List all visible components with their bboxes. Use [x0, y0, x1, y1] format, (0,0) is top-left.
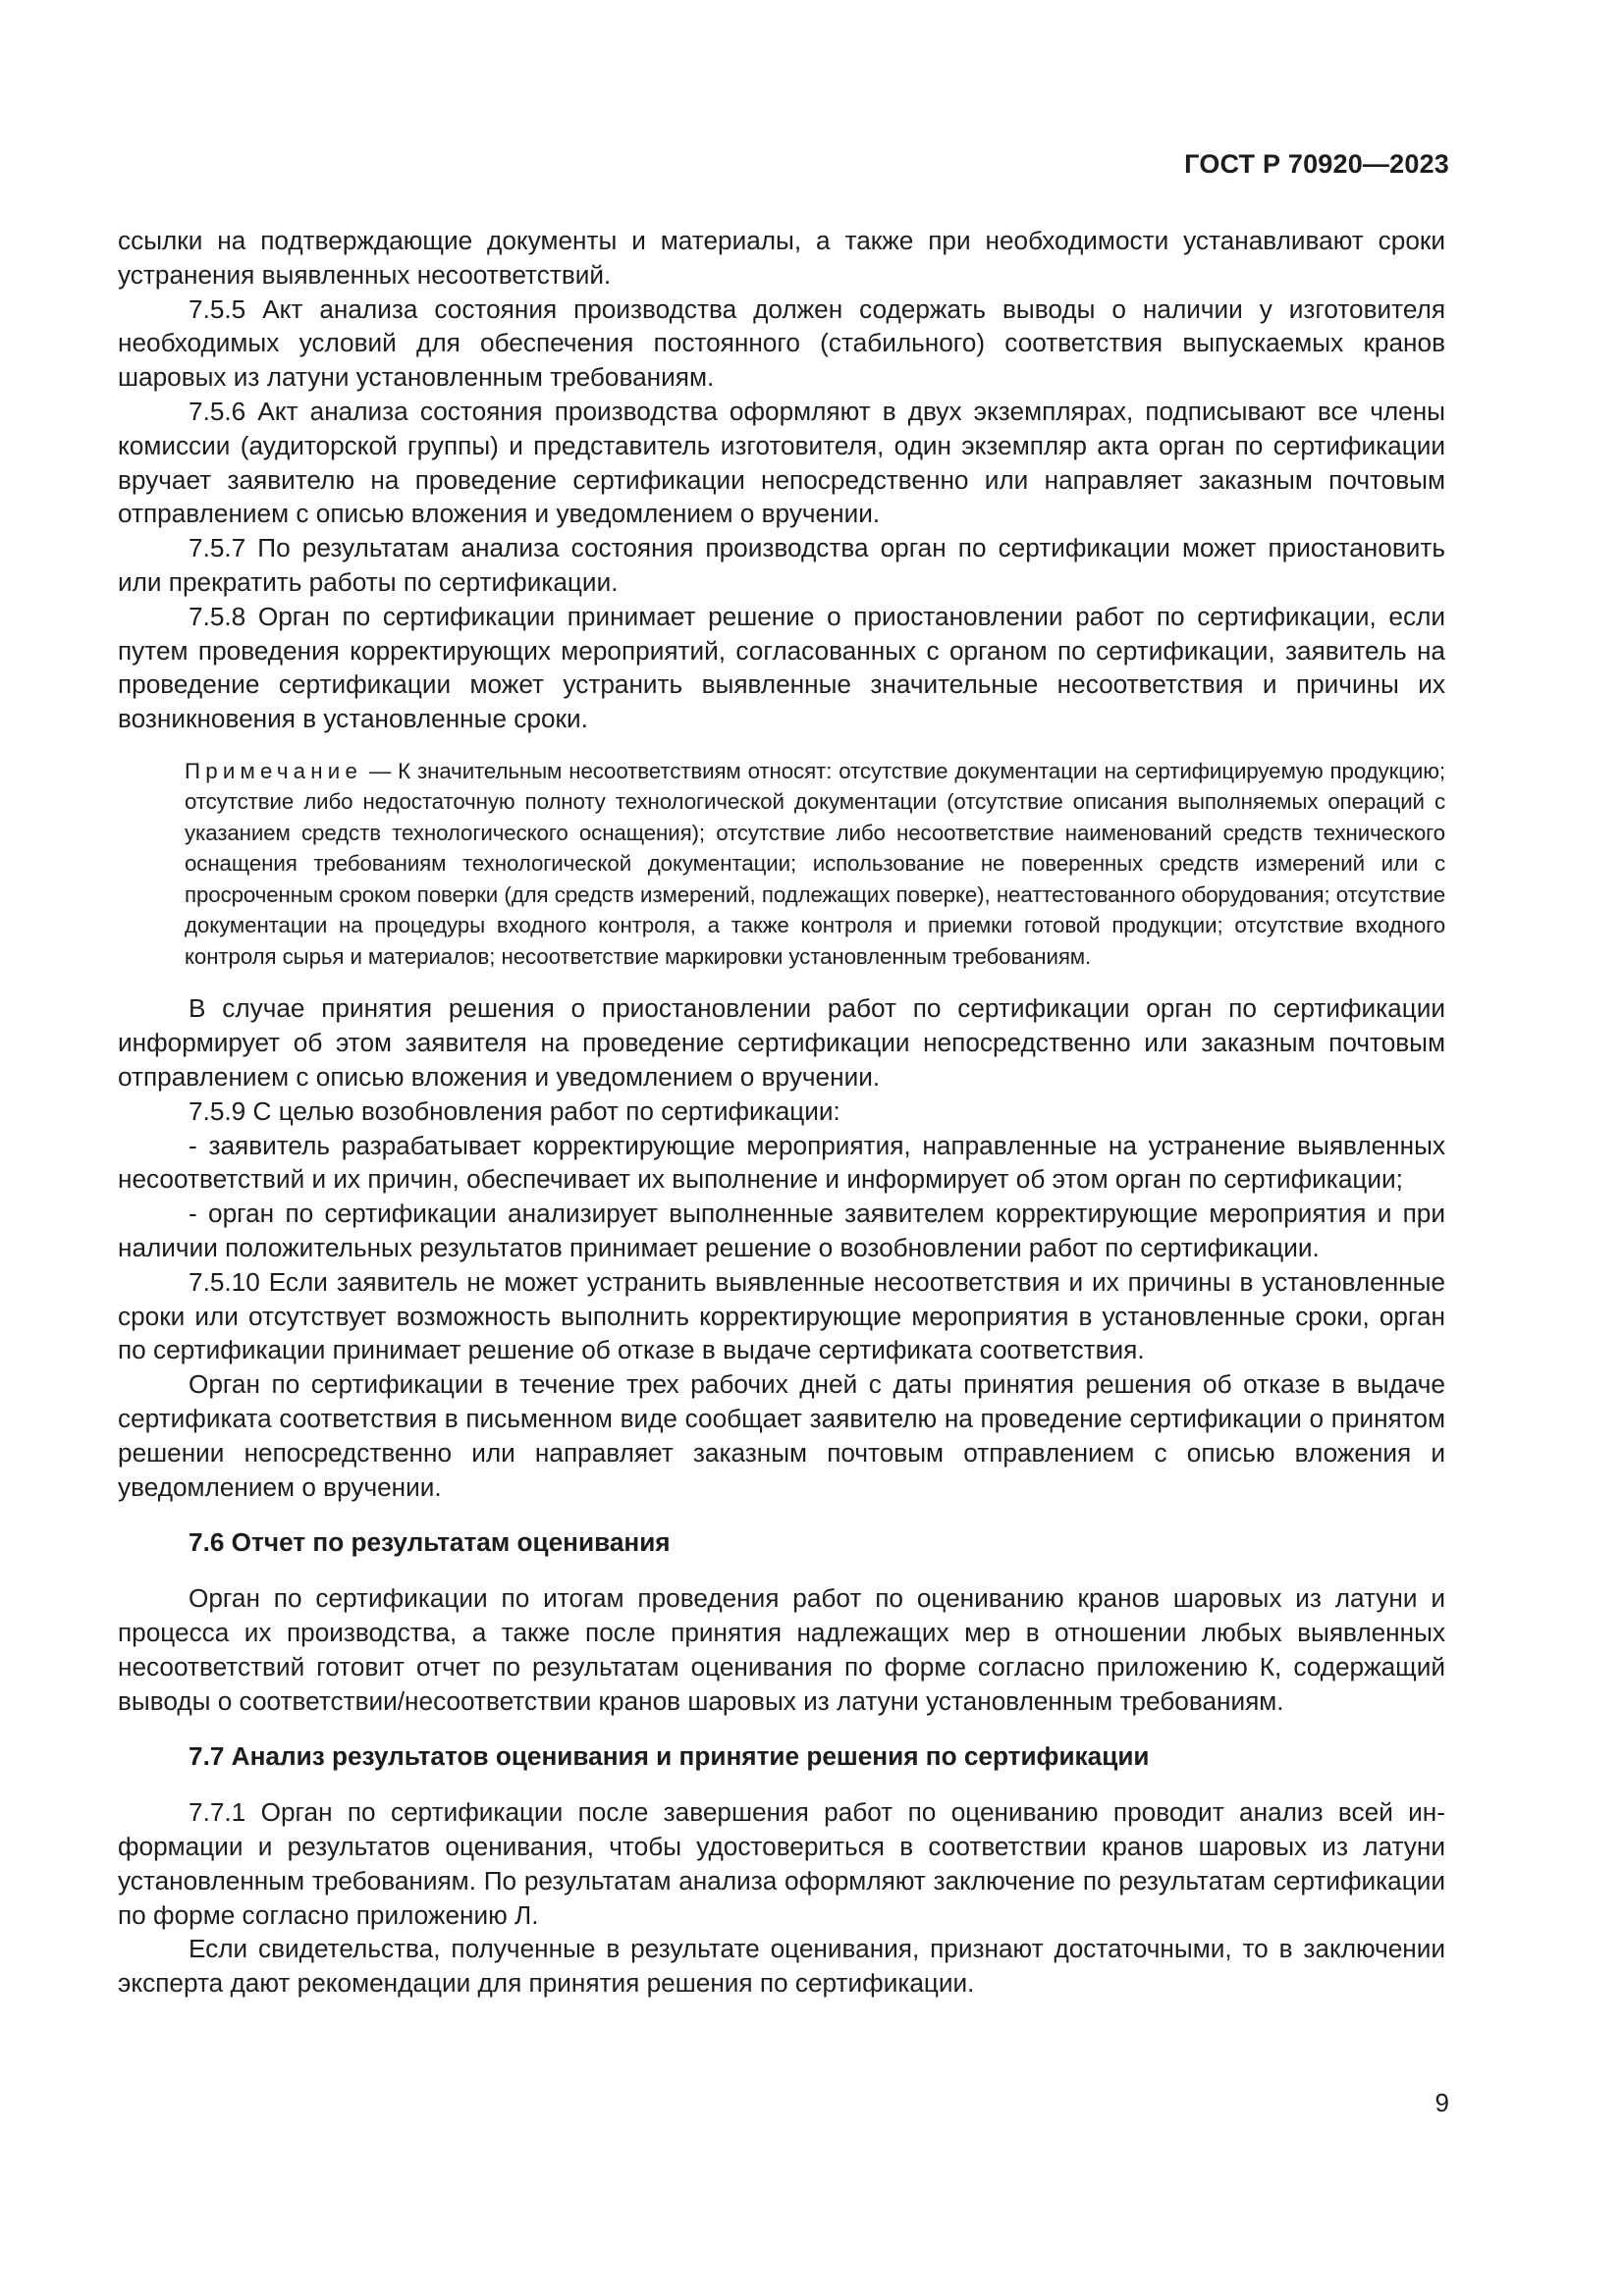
note-block: [118, 756, 1445, 973]
page-number: 9: [1435, 2088, 1449, 2117]
section-heading-7-6: 7.6 Отчет по результатам оценивания: [189, 1527, 671, 1558]
paragraph-7-5-6: 7.5.6 Акт анализа состояния производства оформляют в двух экземплярах, подписывают все члены комиссии (аудиторской группы) и представитель изготовителя, один экземпляр акта орган по сертификации вручает заявителю на проведение сертификации непосредственно или направляет заказным почтовым отправлением с описью вложения и уведомлением о вручении.: [118, 396, 1445, 529]
paragraph-7-7-1: 7.7.1 Орган по сертификации после завершения работ по оцениванию проводит анализ всей информации и результатов оценивания, чтобы удостовериться в соответствии кранов шаровых из латуни установленным требованиям. По результатам анализа оформляют заключение по результатам сертификации по форме согласно приложению Л.: [118, 1797, 1445, 1930]
paragraph-suspension-info: В случае принятия решения о приостановлении работ по сертификации орган по сертификации информирует об этом заявителя на проведение сертификации непосредственно или заказным почтовым отправлением с описью вложения и уведомлением о вручении.: [118, 993, 1445, 1093]
note-text: — К значительным несоответствиям относят: отсутствие документации на сертифицируемую продукцию; отсутствие либо недостаточную полноту технологической документации (отсутствие описания выполняемых операций с указанием средств технологического оснащения); отсутствие либо несоответствие наименований средств технического оснащения требованиям технологической документации; использование не поверенных средств измерений или с просроченным сроком поверки (для средств измерений, подлежащих поверке), неаттестованного оборудования; отсутствие документации на процедуры входного контроля, а также контроля и приемки готовой продукции; отсутствие входного контроля сырья и материалов; несоответствие маркировки установленным требованиям.: [185, 758, 1445, 969]
paragraph-7-5-7: 7.5.7 По результатам анализа состояния производства орган по сертификации может приостановить или прекратить работы по сертификации.: [118, 533, 1445, 597]
document-body: [118, 224, 1445, 2001]
paragraph-7-5-9: 7.5.9 С целью возобновления работ по сертификации:: [189, 1095, 840, 1126]
list-item-applicant: - заявитель разрабатывает корректирующие мероприятия, направленные на устранение выявленных несоответствий и их причин, обеспечивает их выполнение и информирует об этом орган по сертификации;: [118, 1130, 1445, 1195]
paragraph-7-5-8: 7.5.8 Орган по сертификации принимает решение о приостановлении работ по сертификации, если путем проведения корректирующих мероприятий, согласованных с органом по сертификации, заявитель на проведение сертификации может устранить выявленные значительные несоответствия и причины их возникновения в установленные сроки.: [118, 601, 1445, 734]
paragraph-expert-conclusion: Если свидетельства, полученные в результате оценивания, признают достаточными, то в заключении эксперта дают рекомендации для принятия решения по сертификации.: [118, 1934, 1445, 1999]
document-code-header: ГОСТ Р 70920—2023: [1184, 149, 1449, 179]
paragraph-7-6-report: Орган по сертификации по итогам проведения работ по оцениванию кранов шаровых из латуни и процесса их производства, а также после принятия надлежащих мер в отношении любых выявленных несоответствий готовит отчет по результатам оценивания по форме согласно приложению К, содержащий выводы о соответствии/несоответствии кранов шаровых из латуни установленным требованиям.: [118, 1583, 1445, 1716]
paragraph-7-5-5: 7.5.5 Акт анализа состояния производства должен содержать выводы о наличии у изготовителя необходимых условий для обеспечения постоянного (стабильного) соответствия выпускаемых кранов шаровых из латуни установленным требованиям.: [118, 294, 1445, 393]
section-heading-7-7: 7.7 Анализ результатов оценивания и принятие решения по сертификации: [189, 1741, 1150, 1772]
paragraph-refusal-notice: Орган по сертификации в течение трех рабочих дней с даты принятия решения об отказе в выдаче сертификата соответствия в письменном виде сообщает заявителю на проведение сертификации о принятом решении непосредственно или направляет заказным почтовым отправлением с описью вложения и уведомлением о вручении.: [118, 1369, 1445, 1502]
list-item-certification-body: - орган по сертификации анализирует выполненные заявителем корректирующие мероприятия и при наличии положительных результатов принимает решение о возобновлении работ по сертификации.: [118, 1199, 1445, 1263]
paragraph-7-5-10: 7.5.10 Если заявитель не может устранить выявленные несоответствия и их причины в установленные сроки или отсутствует возможность выполнить корректирующие мероприятия в установленные сроки, орган по сертификации принимает решение об отказе в выдаче сертификата соответствия.: [118, 1266, 1445, 1365]
note-label: Примечание: [185, 758, 363, 783]
paragraph-continuation: ссылки на подтверждающие документы и материалы, а также при необходимости устанавливают сроки устранения выявленных несоответствий.: [118, 226, 1445, 290]
